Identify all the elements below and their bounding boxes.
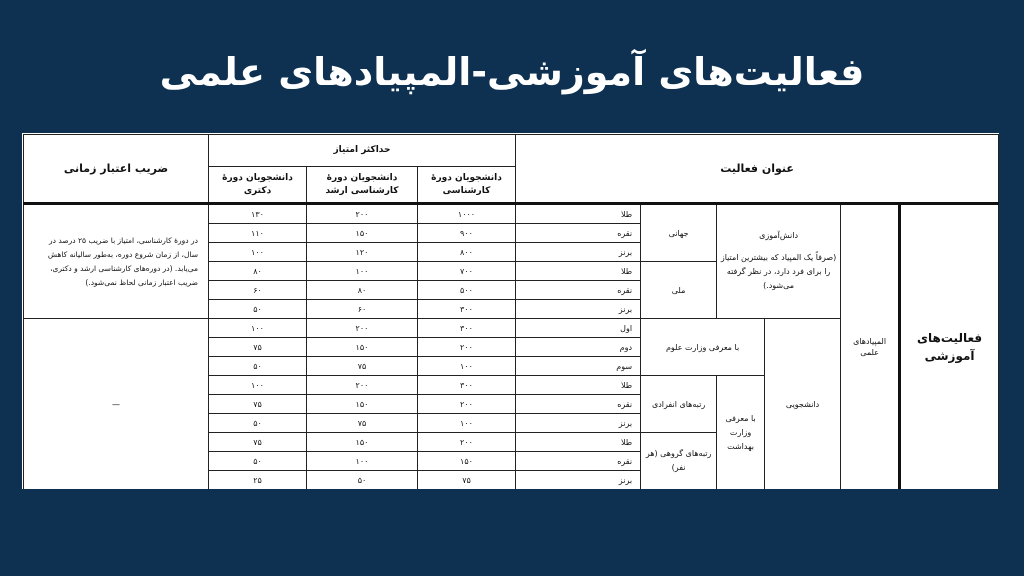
student-level-label: دانش‌آموزی (759, 231, 799, 240)
phd-header: دانشجویان دورهٔ دکتری (209, 167, 307, 204)
master-value: ۱۵۰ (307, 395, 418, 414)
bachelor-value: ۱۰۰ (418, 414, 516, 433)
bachelor-value: ۵۰۰ (418, 281, 516, 300)
phd-value: ۵۰ (209, 414, 307, 433)
bachelor-value: ۱۵۰ (418, 452, 516, 471)
master-value: ۲۰۰ (307, 204, 418, 224)
science-ministry-cell: با معرفی وزارت علوم (641, 319, 765, 376)
phd-value: ۲۵ (209, 471, 307, 490)
phd-value: ۵۰ (209, 357, 307, 376)
phd-value: ۷۵ (209, 433, 307, 452)
bachelor-value: ۳۰۰ (418, 300, 516, 319)
rank-cell: دوم (516, 338, 641, 357)
master-value: ۱۰۰ (307, 452, 418, 471)
bachelor-value: ۷۰۰ (418, 262, 516, 281)
master-value: ۷۵ (307, 357, 418, 376)
master-value: ۱۵۰ (307, 224, 418, 243)
table-row (24, 204, 999, 224)
time-factor-dash: — (24, 319, 209, 490)
medal-cell: نقره (516, 281, 641, 300)
master-value: ۶۰ (307, 300, 418, 319)
bachelor-value: ۹۰۰ (418, 224, 516, 243)
master-value: ۷۵ (307, 414, 418, 433)
medal-cell: نقره (516, 395, 641, 414)
master-value: ۸۰ (307, 281, 418, 300)
scoring-table-sheet (22, 133, 999, 489)
medal-cell: نقره (516, 224, 641, 243)
individual-ranks-cell: رتبه‌های انفرادی (641, 376, 717, 433)
phd-value: ۶۰ (209, 281, 307, 300)
time-factor-header: ضریب اعتبار زمانی (24, 135, 209, 204)
medal-cell: برنز (516, 471, 641, 490)
phd-value: ۵۰ (209, 452, 307, 471)
olympiads-cell: المپیادهای علمی (841, 204, 900, 490)
bachelor-value: ۳۰۰ (418, 376, 516, 395)
master-value: ۱۲۰ (307, 243, 418, 262)
medal-cell: طلا (516, 376, 641, 395)
phd-value: ۱۱۰ (209, 224, 307, 243)
phd-value: ۱۳۰ (209, 204, 307, 224)
medal-cell: طلا (516, 204, 641, 224)
category-cell: فعالیت‌های آموزشی (900, 204, 999, 490)
phd-value: ۱۰۰ (209, 243, 307, 262)
master-value: ۱۰۰ (307, 262, 418, 281)
student-level-note: (صرفاً یک المپیاد که بیشترین امتیاز را برای فرد دارد، در نظر گرفته می‌شود.) (720, 253, 837, 290)
phd-value: ۷۵ (209, 338, 307, 357)
phd-value: ۱۰۰ (209, 319, 307, 338)
bachelor-value: ۳۰۰ (418, 319, 516, 338)
activity-title-header: عنوان فعالیت (516, 135, 999, 204)
medal-cell: برنز (516, 243, 641, 262)
phd-value: ۸۰ (209, 262, 307, 281)
olympiad-scoring-table (23, 134, 999, 489)
phd-value: ۵۰ (209, 300, 307, 319)
master-header: دانشجویان دورهٔ کارشناسی ارشد (307, 167, 418, 204)
bachelor-value: ۲۰۰ (418, 395, 516, 414)
max-points-header: حداکثر امتیاز (209, 135, 516, 167)
medal-cell: نقره (516, 452, 641, 471)
medal-cell: برنز (516, 414, 641, 433)
phd-value: ۱۰۰ (209, 376, 307, 395)
medal-cell: طلا (516, 433, 641, 452)
time-factor-note: در دورهٔ کارشناسی، امتیاز با ضریب ۲۵ درصد در سال، از زمان شروع دوره، به‌طور سالیانه کاهش می‌یابد. (در دوره‌های کارشناسی ارشد و دکتری، ضریب اعتبار زمانی لحاظ نمی‌شود.) (24, 204, 209, 319)
international-cell: جهانی (641, 204, 717, 262)
medal-cell: برنز (516, 300, 641, 319)
master-value: ۱۵۰ (307, 433, 418, 452)
bachelor-value: ۷۵ (418, 471, 516, 490)
bachelor-value: ۸۰۰ (418, 243, 516, 262)
master-value: ۲۰۰ (307, 376, 418, 395)
bachelor-value: ۲۰۰ (418, 433, 516, 452)
rank-cell: اول (516, 319, 641, 338)
health-ministry-cell: با معرفی وزارت بهداشت (717, 376, 765, 490)
bachelor-value: ۱۰۰ (418, 357, 516, 376)
master-value: ۱۵۰ (307, 338, 418, 357)
university-level-cell: دانشجویی (765, 319, 841, 490)
page-title: فعالیت‌های آموزشی-المپیادهای علمی (159, 50, 865, 94)
rank-cell: سوم (516, 357, 641, 376)
group-ranks-cell: رتبه‌های گروهی (هر نفر) (641, 433, 717, 490)
bachelor-value: ۲۰۰ (418, 338, 516, 357)
master-value: ۵۰ (307, 471, 418, 490)
medal-cell: طلا (516, 262, 641, 281)
bachelor-value: ۱۰۰۰ (418, 204, 516, 224)
national-cell: ملی (641, 262, 717, 319)
student-level-cell (717, 204, 841, 319)
phd-value: ۷۵ (209, 395, 307, 414)
bachelor-header: دانشجویان دورهٔ کارشناسی (418, 167, 516, 204)
master-value: ۲۰۰ (307, 319, 418, 338)
